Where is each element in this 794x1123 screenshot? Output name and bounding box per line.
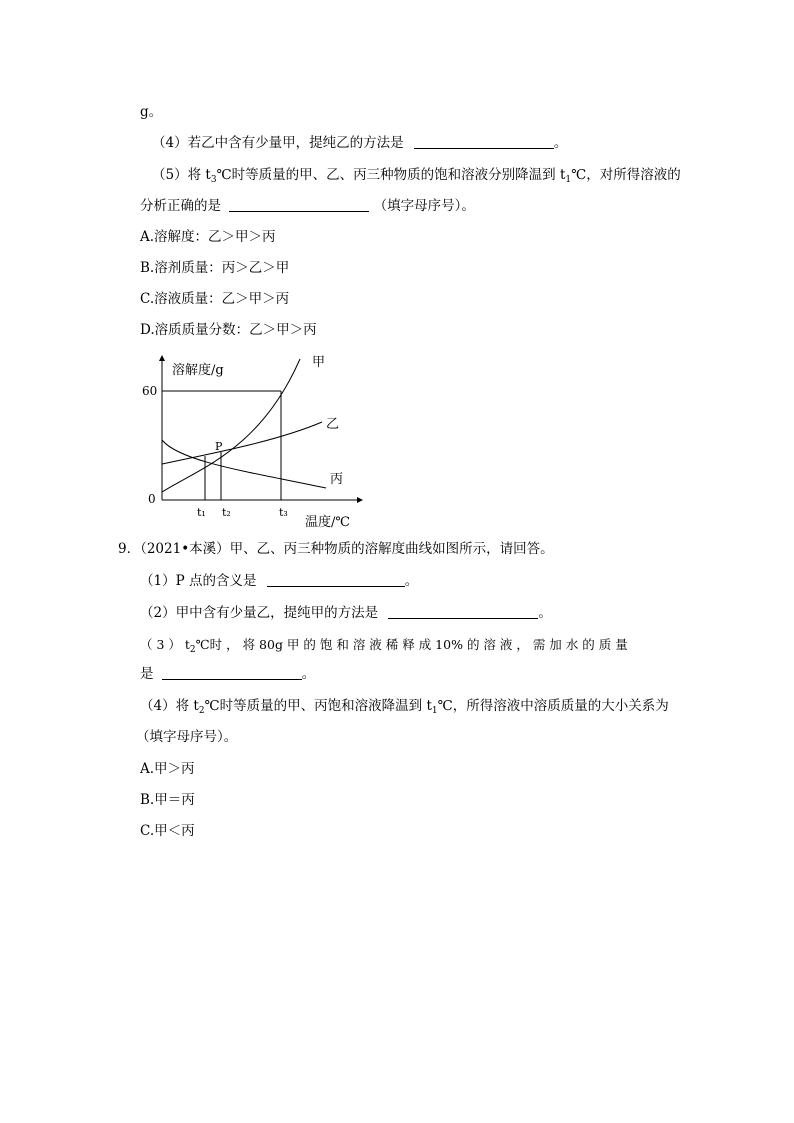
q9-part3-line2	[140, 665, 315, 683]
q5-line2-suffix: （填字母序号）。	[373, 198, 475, 214]
y-tick-60: 60	[142, 384, 158, 398]
q9-p4-sub-1: 2	[198, 706, 205, 716]
q5-line2-text: 分析正确的是	[140, 198, 221, 214]
q9-part4-line2: （填字母序号）。	[136, 729, 238, 745]
q5-sub-2: 1	[565, 175, 572, 185]
option-d: D.溶质质量分数：乙＞甲＞丙	[140, 322, 317, 338]
series-label-bing: 丙	[330, 472, 344, 487]
question-4	[152, 134, 567, 152]
x-tick-t3: t₃	[279, 506, 288, 519]
q9-option-a: A.甲＞丙	[140, 761, 195, 777]
q9-p1-text: （1）P 点的含义是	[140, 573, 257, 589]
q9-p2-text: （2）甲中含有少量乙，提纯甲的方法是	[140, 605, 379, 621]
x-axis-label: 温度/℃	[305, 515, 350, 530]
option-c: C.溶液质量：乙＞甲＞丙	[140, 291, 290, 307]
series-label-yi: 乙	[326, 417, 340, 432]
answer-blank-9-3[interactable]	[162, 665, 302, 680]
q9-p3-suffix: 。	[301, 666, 316, 682]
q5-text-a: （5）将 t	[152, 167, 211, 183]
q9-p3-sub: 2	[189, 645, 196, 655]
question-9-intro: 9．（2021•本溪）甲、乙、丙三种物质的溶解度曲线如图所示，请回答。	[118, 541, 554, 557]
q9-p3-text-a: （ 3 ） t	[140, 637, 190, 652]
q9-p4-text-c: ℃，所得溶液中溶质质量的大小关系为	[437, 698, 669, 714]
q9-part1	[140, 572, 418, 590]
q5-text-b: ℃时等质量的甲、乙、丙三种物质的饱和溶液分别降温到 t	[216, 167, 566, 183]
q9-p4-text-a: （4）将 t	[140, 698, 199, 714]
x-tick-t2: t₂	[222, 506, 231, 519]
answer-blank-5[interactable]	[229, 197, 369, 212]
answer-blank-9-2[interactable]	[388, 604, 538, 619]
option-b: B.溶剂质量：丙＞乙＞甲	[140, 260, 290, 276]
q9-p4-sub-2: 1	[431, 706, 438, 716]
answer-unit-text: g。	[140, 104, 163, 120]
question-4-suffix: 。	[553, 135, 568, 151]
q9-p3-text-b: ℃时 ， 将 80g 甲 的 饱 和 溶 液 稀 释 成 10% 的 溶 液 ， 需 加 水 的 质 量	[195, 637, 628, 652]
y-axis-label: 溶解度/g	[172, 363, 224, 378]
question-5-line2	[140, 197, 475, 215]
series-bing-curve	[162, 440, 326, 488]
series-jia-curve	[162, 359, 300, 492]
x-tick-t1: t₁	[197, 506, 206, 519]
q9-p3-line2-text: 是	[140, 666, 154, 682]
q5-sub-1: 3	[210, 175, 217, 185]
question-4-text: （4）若乙中含有少量甲，提纯乙的方法是	[152, 135, 404, 151]
q9-p2-suffix: 。	[538, 605, 552, 621]
option-a: A.溶解度：乙＞甲＞丙	[140, 229, 276, 245]
q9-option-b: B.甲＝丙	[140, 792, 195, 808]
point-p-label: P	[215, 440, 223, 453]
y-tick-0: 0	[148, 492, 156, 506]
series-label-jia: 甲	[312, 355, 326, 370]
solubility-chart	[140, 350, 370, 530]
q9-part4-line1	[140, 697, 669, 720]
series-yi-curve	[162, 422, 322, 464]
q9-p4-text-b: ℃时等质量的甲、丙饱和溶液降温到 t	[204, 698, 432, 714]
answer-blank-9-1[interactable]	[267, 572, 405, 587]
answer-blank-4[interactable]	[414, 134, 554, 149]
q5-text-c: ℃，对所得溶液的	[571, 167, 681, 183]
q9-part2	[140, 604, 552, 622]
q9-p1-suffix: 。	[404, 573, 419, 589]
question-5-line1	[152, 166, 681, 189]
q9-option-c: C.甲＜丙	[140, 823, 195, 839]
q9-part3-line1	[140, 636, 675, 659]
